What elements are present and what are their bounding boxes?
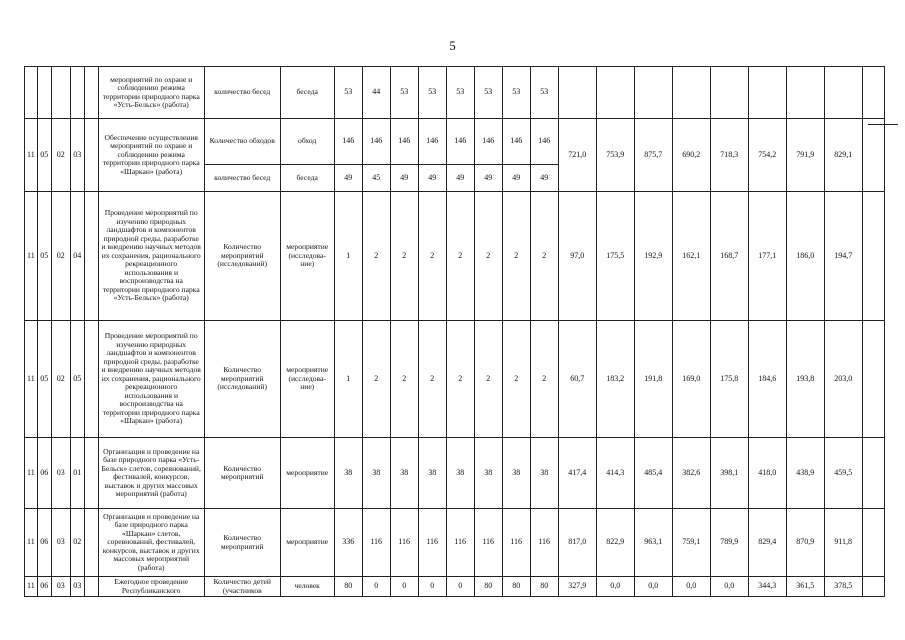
amount-cell — [786, 67, 824, 119]
amount-cell: 870,9 — [786, 509, 824, 577]
amount-cell: 193,8 — [786, 321, 824, 438]
amount-cell: 378,5 — [824, 577, 862, 597]
amount-cell: 344,3 — [748, 577, 786, 597]
indicator-name: Количество мероприятий (исследований) — [204, 192, 280, 321]
value-cell: 146 — [474, 119, 502, 165]
value-cell: 0 — [446, 577, 474, 597]
table-row — [25, 321, 885, 438]
amount-cell — [710, 67, 748, 119]
code-m: 05 — [70, 321, 84, 438]
value-cell: 38 — [446, 438, 474, 509]
amount-cell: 485,4 — [634, 438, 672, 509]
service-name: Проведение мероприятий по изучению природных ландшафтов и компонентов природной среды, разработке и внедрению научных методов их сохранения, рационального рекреационного использования и воспроизводства на территории природного парка «Усть-Бельск» (работа) — [98, 192, 204, 321]
value-cell: 38 — [502, 438, 530, 509]
value-cell: 146 — [334, 119, 362, 165]
amount-cell: 829,1 — [824, 119, 862, 192]
value-cell: 116 — [502, 509, 530, 577]
amount-cell: 459,5 — [824, 438, 862, 509]
code-spacer — [84, 192, 98, 321]
value-cell: 38 — [362, 438, 390, 509]
value-cell: 38 — [418, 438, 446, 509]
amount-cell: 759,1 — [672, 509, 710, 577]
service-name: Организация и проведение на базе природного парка «Шаркан» слетов, соревнований, фестивалей, конкурсов, выставок и других массовых мероприятий (работа) — [98, 509, 204, 577]
amount-cell: 875,7 — [634, 119, 672, 192]
value-cell: 38 — [530, 438, 558, 509]
value-cell: 2 — [418, 321, 446, 438]
amount-cell: 0,0 — [710, 577, 748, 597]
code-pp: 05 — [37, 321, 51, 438]
code-om — [51, 67, 70, 119]
indicator-name: количество бесед — [204, 67, 280, 119]
value-cell: 49 — [418, 165, 446, 192]
amount-cell: 327,9 — [558, 577, 596, 597]
value-cell: 53 — [474, 67, 502, 119]
code-spacer — [84, 67, 98, 119]
value-cell: 0 — [418, 577, 446, 597]
indicator-name: Количество обходов — [204, 119, 280, 165]
program-table — [24, 66, 885, 597]
amount-cell: 829,4 — [748, 509, 786, 577]
code-spacer — [84, 119, 98, 192]
value-cell: 49 — [502, 165, 530, 192]
amount-cell: 97,0 — [558, 192, 596, 321]
value-cell: 38 — [334, 438, 362, 509]
value-cell: 0 — [390, 577, 418, 597]
amount-cell: 186,0 — [786, 192, 824, 321]
code-gp: 11 — [25, 192, 38, 321]
value-cell: 53 — [334, 67, 362, 119]
code-om: 02 — [51, 119, 70, 192]
value-cell: 146 — [530, 119, 558, 165]
code-pp: 05 — [37, 192, 51, 321]
value-cell: 1 — [334, 321, 362, 438]
amount-cell: 60,7 — [558, 321, 596, 438]
table-row — [25, 438, 885, 509]
code-pp: 05 — [37, 119, 51, 192]
value-cell: 49 — [446, 165, 474, 192]
code-spacer — [84, 509, 98, 577]
code-gp: 11 — [25, 321, 38, 438]
code-pp: 06 — [37, 577, 51, 597]
unit: мероприятие — [280, 438, 334, 509]
value-cell: 2 — [502, 192, 530, 321]
code-m — [70, 67, 84, 119]
code-spacer — [84, 577, 98, 597]
code-om: 03 — [51, 438, 70, 509]
code-gp: 11 — [25, 509, 38, 577]
amount-cell: 822,9 — [596, 509, 634, 577]
value-cell: 2 — [530, 321, 558, 438]
indicator-name: Количество детей (участников — [204, 577, 280, 597]
value-cell: 53 — [418, 67, 446, 119]
value-cell: 80 — [474, 577, 502, 597]
amount-cell: 382,6 — [672, 438, 710, 509]
unit: беседа — [280, 165, 334, 192]
amount-cell: 0,0 — [596, 577, 634, 597]
amount-cell — [558, 67, 596, 119]
code-m: 03 — [70, 119, 84, 192]
value-cell: 2 — [418, 192, 446, 321]
amount-cell: 192,9 — [634, 192, 672, 321]
value-cell: 2 — [474, 192, 502, 321]
amount-cell: 168,7 — [710, 192, 748, 321]
amount-cell: 203,0 — [824, 321, 862, 438]
code-gp: 11 — [25, 577, 38, 597]
code-pp: 06 — [37, 509, 51, 577]
value-cell: 336 — [334, 509, 362, 577]
value-cell: 53 — [390, 67, 418, 119]
amount-cell — [824, 67, 862, 119]
value-cell: 2 — [446, 321, 474, 438]
value-cell: 38 — [474, 438, 502, 509]
value-cell: 80 — [502, 577, 530, 597]
service-name: Проведение мероприятий по изучению природных ландшафтов и компонентов природной среды, разработке и внедрению научных методов их сохранения, рационального рекреационного использования и воспроизводства на территории природного парка «Шаркан» (работа) — [98, 321, 204, 438]
unit: беседа — [280, 67, 334, 119]
value-cell: 2 — [502, 321, 530, 438]
code-m: 03 — [70, 577, 84, 597]
code-spacer — [84, 321, 98, 438]
amount-cell: 414,3 — [596, 438, 634, 509]
amount-cell: 361,5 — [786, 577, 824, 597]
value-cell: 49 — [530, 165, 558, 192]
code-pp — [37, 67, 51, 119]
value-cell: 53 — [530, 67, 558, 119]
table-row — [25, 509, 885, 577]
amount-cell: 194,7 — [824, 192, 862, 321]
value-cell: 2 — [362, 321, 390, 438]
code-om: 02 — [51, 321, 70, 438]
value-cell: 44 — [362, 67, 390, 119]
amount-cell: 721,0 — [558, 119, 596, 192]
amount-cell: 169,0 — [672, 321, 710, 438]
code-gp: 11 — [25, 119, 38, 192]
indicator-name: Количество мероприятий — [204, 438, 280, 509]
code-gp — [25, 67, 38, 119]
code-m: 04 — [70, 192, 84, 321]
value-cell: 2 — [530, 192, 558, 321]
value-cell: 2 — [362, 192, 390, 321]
amount-cell: 754,2 — [748, 119, 786, 192]
value-cell: 80 — [530, 577, 558, 597]
unit: мероприятие — [280, 509, 334, 577]
amount-cell: 175,8 — [710, 321, 748, 438]
amount-cell: 177,1 — [748, 192, 786, 321]
value-cell: 146 — [446, 119, 474, 165]
value-cell: 146 — [418, 119, 446, 165]
page-number: 5 — [449, 38, 456, 53]
amount-cell — [748, 67, 786, 119]
table-edge-line — [868, 124, 898, 125]
indicator-name: Количество мероприятий — [204, 509, 280, 577]
value-cell: 116 — [418, 509, 446, 577]
code-pp: 06 — [37, 438, 51, 509]
code-m: 02 — [70, 509, 84, 577]
value-cell: 146 — [502, 119, 530, 165]
value-cell: 38 — [390, 438, 418, 509]
amount-cell: 753,9 — [596, 119, 634, 192]
code-om: 02 — [51, 192, 70, 321]
table-row — [25, 119, 885, 165]
amount-cell: 191,8 — [634, 321, 672, 438]
indicator-name: Количество мероприятий (исследований) — [204, 321, 280, 438]
service-name: Организация и проведение на базе природного парка «Усть-Бельск» слетов, соревнований, фестивалей, конкурсов, выставок и других массовых мероприятий (работа) — [98, 438, 204, 509]
amount-cell: 162,1 — [672, 192, 710, 321]
code-m: 01 — [70, 438, 84, 509]
unit: мероприятие (исследова-ние) — [280, 321, 334, 438]
code-om: 03 — [51, 509, 70, 577]
value-cell: 1 — [334, 192, 362, 321]
amount-cell — [634, 67, 672, 119]
amount-cell: 438,9 — [786, 438, 824, 509]
amount-cell: 183,2 — [596, 321, 634, 438]
amount-cell: 184,6 — [748, 321, 786, 438]
amount-cell: 175,5 — [596, 192, 634, 321]
table-row — [25, 577, 885, 597]
value-cell: 0 — [362, 577, 390, 597]
table-row — [25, 192, 885, 321]
value-cell: 2 — [390, 321, 418, 438]
value-cell: 80 — [334, 577, 362, 597]
value-cell: 116 — [362, 509, 390, 577]
amount-cell — [596, 67, 634, 119]
value-cell: 49 — [334, 165, 362, 192]
unit: мероприятие (исследова-ние) — [280, 192, 334, 321]
value-cell: 2 — [474, 321, 502, 438]
amount-cell: 718,3 — [710, 119, 748, 192]
table-row — [25, 67, 885, 119]
service-name: мероприятий по охране и соблюдению режима территории природного парка «Усть-Бельск» (работа) — [98, 67, 204, 119]
value-cell: 53 — [502, 67, 530, 119]
amount-cell: 911,8 — [824, 509, 862, 577]
code-gp: 11 — [25, 438, 38, 509]
service-name: Обеспечение осуществления мероприятий по охране и соблюдению режима территории природного парка «Шаркан» (работа) — [98, 119, 204, 192]
amount-cell — [672, 67, 710, 119]
unit: человек — [280, 577, 334, 597]
value-cell: 146 — [390, 119, 418, 165]
value-cell: 2 — [446, 192, 474, 321]
amount-cell: 0,0 — [634, 577, 672, 597]
amount-cell: 0,0 — [672, 577, 710, 597]
service-name: Ежегодное проведение Республиканского — [98, 577, 204, 597]
value-cell: 53 — [446, 67, 474, 119]
code-spacer — [84, 438, 98, 509]
amount-cell: 789,9 — [710, 509, 748, 577]
value-cell: 116 — [446, 509, 474, 577]
amount-cell: 398,1 — [710, 438, 748, 509]
unit: обход — [280, 119, 334, 165]
value-cell: 45 — [362, 165, 390, 192]
amount-cell: 817,0 — [558, 509, 596, 577]
value-cell: 146 — [362, 119, 390, 165]
amount-cell: 963,1 — [634, 509, 672, 577]
amount-cell: 417,4 — [558, 438, 596, 509]
value-cell: 116 — [530, 509, 558, 577]
indicator-name: количество бесед — [204, 165, 280, 192]
value-cell: 2 — [390, 192, 418, 321]
value-cell: 49 — [390, 165, 418, 192]
value-cell: 116 — [390, 509, 418, 577]
amount-cell: 791,9 — [786, 119, 824, 192]
code-om: 03 — [51, 577, 70, 597]
amount-cell: 418,0 — [748, 438, 786, 509]
value-cell: 49 — [474, 165, 502, 192]
amount-cell: 690,2 — [672, 119, 710, 192]
value-cell: 116 — [474, 509, 502, 577]
